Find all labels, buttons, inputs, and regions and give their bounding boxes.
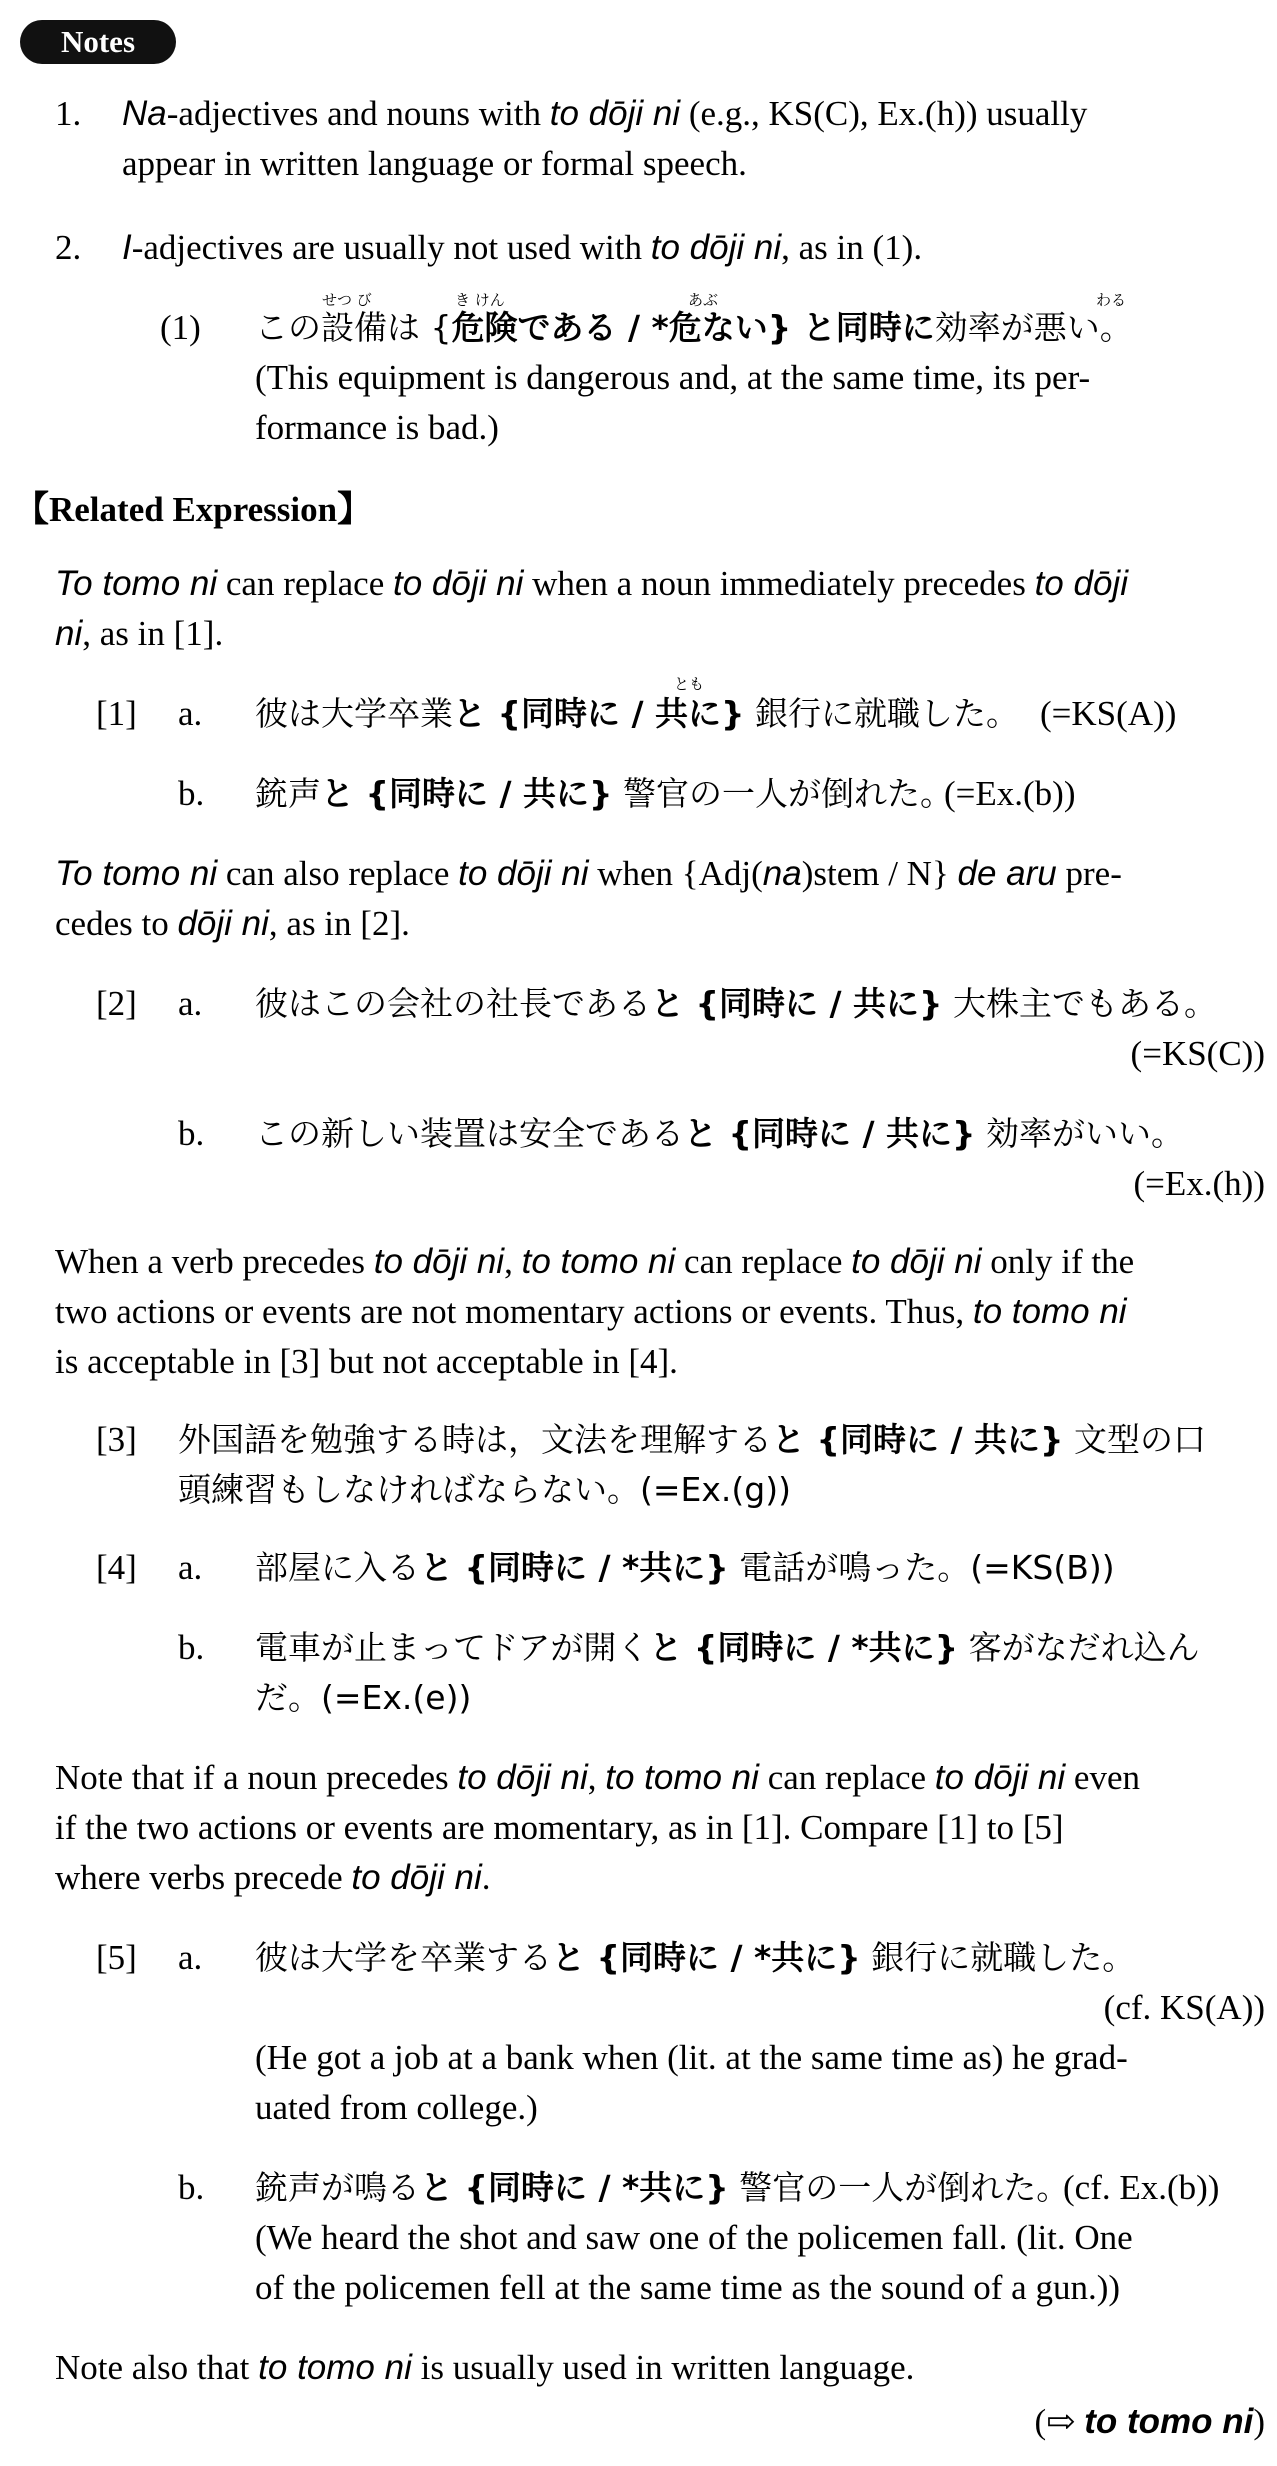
related-paragraph-4-line-1: Note that if a noun precedes to dōji ni, to tomo ni can replace to dōji ni even: [55, 1758, 1140, 1797]
related-paragraph-3-line-3: is acceptable in [3] but not acceptable in [4].: [55, 1342, 678, 1381]
example-r5a-japanese: 彼は大学を卒業すると {同時に / *共に} 銀行に就職した。: [255, 1938, 1136, 1977]
example-1-translation-1: (This equipment is dangerous and, at the same time, its per-: [255, 358, 1091, 397]
example-r2b-label: b.: [178, 1114, 205, 1153]
example-1-translation-2: formance is bad.): [255, 408, 499, 447]
example-1-number: (1): [160, 308, 201, 347]
example-r5a-label: a.: [178, 1938, 203, 1977]
example-r1b-label: b.: [178, 774, 205, 813]
example-r1a-label: a.: [178, 694, 203, 733]
example-r1a-ref: (=KS(A)): [1040, 694, 1177, 733]
related-paragraph-4-line-2: if the two actions or events are momentary, as in [1]. Compare [1] to [5]: [55, 1808, 1064, 1847]
related-paragraph-1-line-2: ni, as in [1].: [55, 614, 224, 653]
example-r1b-japanese: 銃声と {同時に / 共に} 警官の一人が倒れた。: [255, 774, 954, 813]
example-r4-number: [4]: [96, 1548, 137, 1587]
example-r2-number: [2]: [96, 984, 137, 1023]
example-r3-number: [3]: [96, 1420, 137, 1459]
note-1-number: 1.: [55, 94, 82, 133]
ruby-setsubi: せつ び: [322, 291, 372, 309]
example-r3-japanese-2: 頭練習もしなければならない。(=Ex.(g)): [178, 1470, 791, 1509]
example-r3-japanese-1: 外国語を勉強する時は，文法を理解すると {同時に / 共に} 文型の口: [178, 1420, 1207, 1459]
example-r1b-ref: (=Ex.(b)): [944, 774, 1076, 813]
related-paragraph-3-line-2: two actions or events are not momentary actions or events. Thus, to tomo ni: [55, 1292, 1127, 1331]
example-r1a-japanese: 彼は大学卒業と {同時に / 共に} 銀行に就職した。: [255, 694, 1020, 733]
example-r4b-label: b.: [178, 1628, 205, 1667]
example-r4a-japanese: 部屋に入ると {同時に / *共に} 電話が鳴った。(=KS(B)): [255, 1548, 1115, 1587]
example-r5b-translation-2: of the policemen fell at the same time as the sound of a gun.)): [255, 2268, 1121, 2307]
example-r4a-label: a.: [178, 1548, 203, 1587]
example-r5-number: [5]: [96, 1938, 137, 1977]
example-r4b-japanese-2: だ。(=Ex.(e)): [255, 1678, 472, 1717]
example-r2a-japanese: 彼はこの会社の社長であると {同時に / 共に} 大株主でもある。: [255, 984, 1218, 1023]
note-2-number: 2.: [55, 228, 82, 267]
related-paragraph-1-line-1: To tomo ni can replace to dōji ni when a noun immediately precedes to dōji: [55, 564, 1128, 603]
ruby-tomo: とも: [674, 675, 705, 693]
note-1-line-1: Na-adjectives and nouns with to dōji ni (e.g., KS(C), Ex.(h)) usually: [122, 94, 1088, 133]
ruby-kiken: き けん: [455, 291, 505, 309]
related-expression-heading: 【Related Expression】: [14, 490, 373, 529]
ruby-waru: わる: [1096, 291, 1127, 309]
example-r1-number: [1]: [96, 694, 137, 733]
example-r4b-japanese-1: 電車が止まってドアが開くと {同時に / *共に} 客がなだれ込ん: [255, 1628, 1200, 1667]
example-r2a-ref: (=KS(C)): [1130, 1034, 1265, 1073]
example-r2b-ref: (=Ex.(h)): [1133, 1164, 1265, 1203]
related-paragraph-2-line-1: To tomo ni can also replace to dōji ni when {Adj(na)stem / N} de aru pre-: [55, 854, 1122, 893]
example-r2a-label: a.: [178, 984, 203, 1023]
example-r2b-japanese: この新しい装置は安全であると {同時に / 共に} 効率がいい。: [255, 1114, 1185, 1153]
related-paragraph-4-line-3: where verbs precede to dōji ni.: [55, 1858, 491, 1897]
example-r5a-translation-2: uated from college.): [255, 2088, 538, 2127]
example-r5b-label: b.: [178, 2168, 205, 2207]
example-r5a-translation-1: (He got a job at a bank when (lit. at the same time as) he grad-: [255, 2038, 1128, 2077]
example-r5b-japanese: 銃声が鳴ると {同時に / *共に} 警官の一人が倒れた。: [255, 2168, 1070, 2207]
example-r5b-translation-1: (We heard the shot and saw one of the policemen fall. (lit. One: [255, 2218, 1133, 2257]
cross-reference: (⇨ to tomo ni): [1034, 2402, 1265, 2441]
related-paragraph-3-line-1: When a verb precedes to dōji ni, to tomo ni can replace to dōji ni only if the: [55, 1242, 1135, 1281]
notes-badge: Notes: [20, 20, 176, 64]
note-1-line-2: appear in written language or formal speech.: [122, 144, 747, 183]
example-r5a-ref: (cf. KS(A)): [1103, 1988, 1265, 2027]
example-1-japanese: この設備は {危険である / *危ない} と同時に効率が悪い。: [255, 308, 1133, 347]
note-2-line-1: I-adjectives are usually not used with to dōji ni, as in (1).: [122, 228, 923, 267]
related-paragraph-5: Note also that to tomo ni is usually used in written language.: [55, 2348, 915, 2387]
related-paragraph-2-line-2: cedes to dōji ni, as in [2].: [55, 904, 410, 943]
ruby-abu: あぶ: [688, 291, 719, 309]
example-r5b-ref: (cf. Ex.(b)): [1063, 2168, 1220, 2207]
